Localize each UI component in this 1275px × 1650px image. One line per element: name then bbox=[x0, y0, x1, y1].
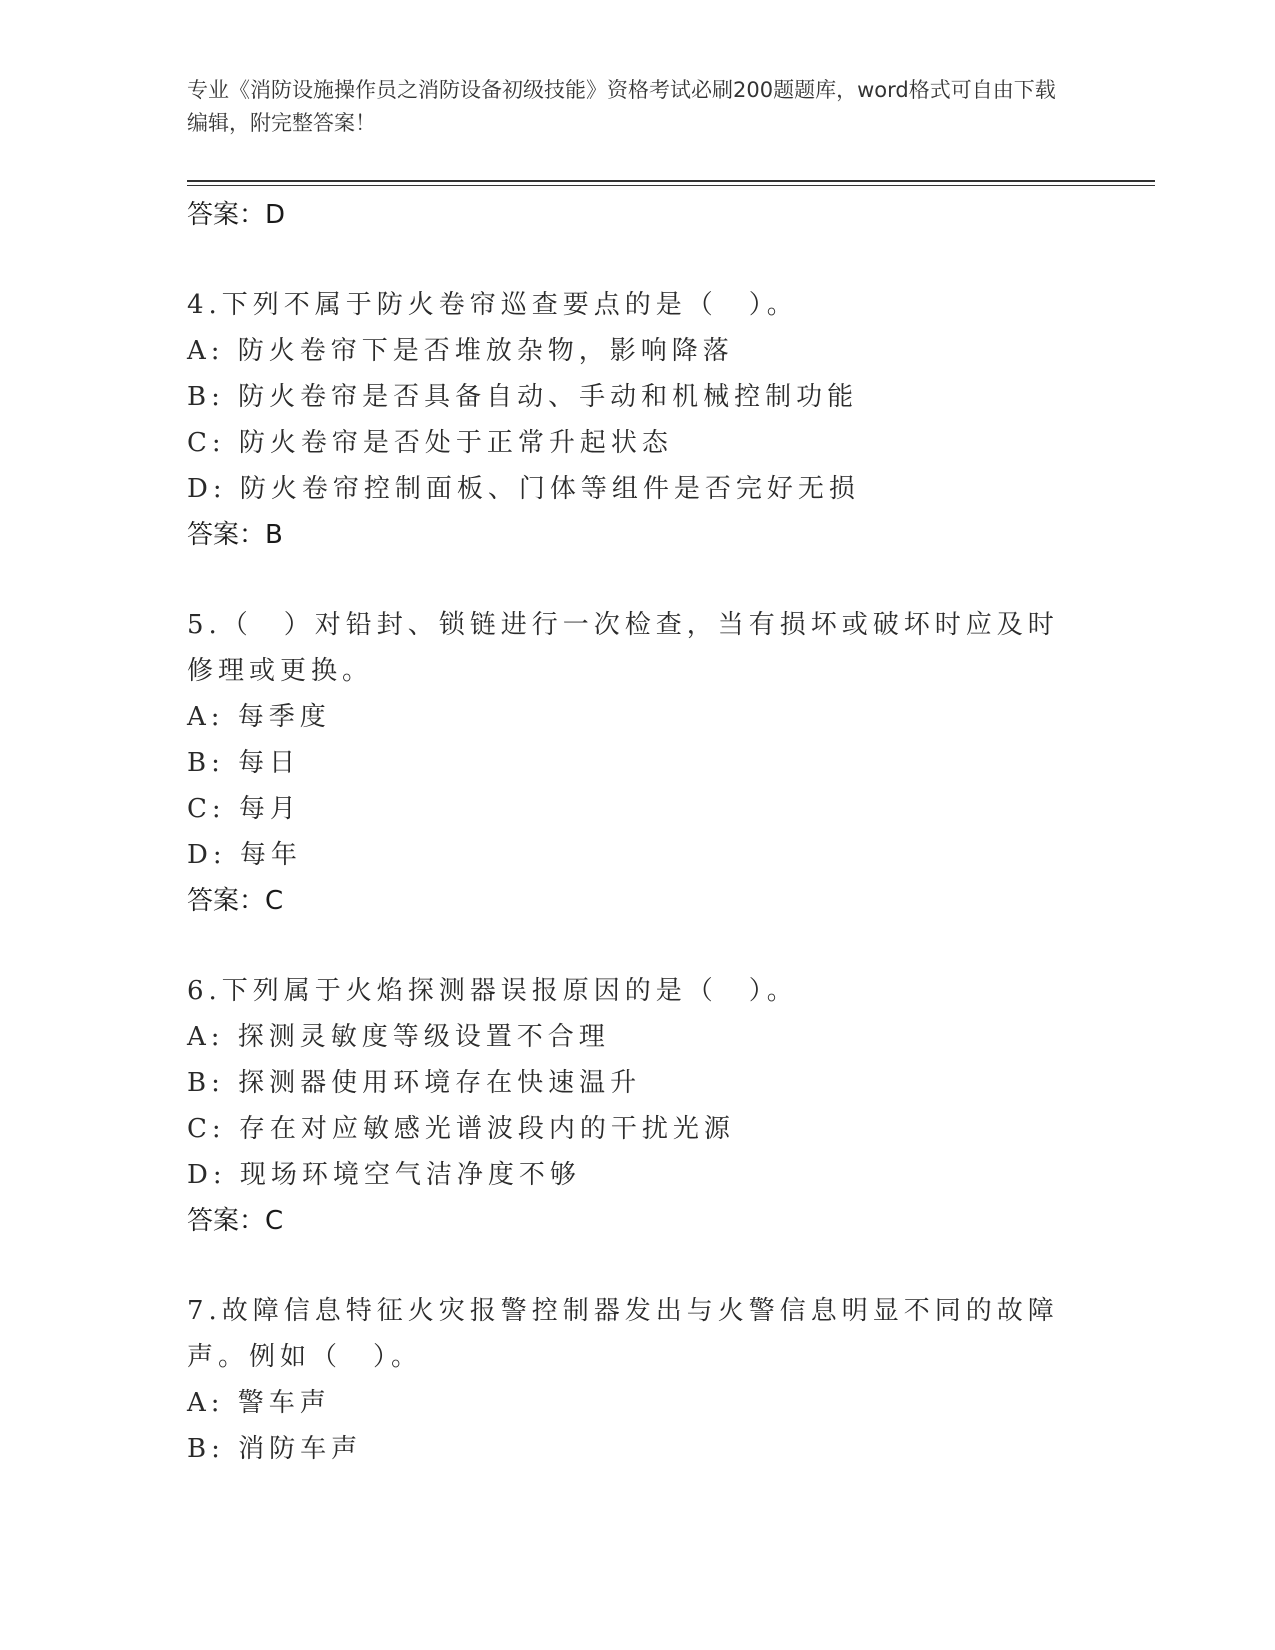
spacer bbox=[187, 238, 1067, 282]
option-c: C: 每月 bbox=[187, 794, 301, 824]
question-stem: 5.（ ）对铅封、锁链进行一次检查，当有损坏或破坏时应及时修理或更换。 bbox=[187, 610, 1059, 686]
question-item bbox=[187, 968, 1067, 1244]
question-stem: 4.下列不属于防火卷帘巡查要点的是（ ）。 bbox=[187, 290, 798, 320]
question-item bbox=[187, 1288, 1067, 1472]
question-item bbox=[187, 602, 1067, 924]
option-a: A: 防火卷帘下是否堆放杂物，影响降落 bbox=[187, 336, 734, 366]
option-c: C: 存在对应敏感光谱波段内的干扰光源 bbox=[187, 1114, 735, 1144]
option-c: C: 防火卷帘是否处于正常升起状态 bbox=[187, 428, 673, 458]
option-a: A: 每季度 bbox=[187, 702, 331, 732]
option-b: B: 消防车声 bbox=[187, 1434, 363, 1464]
header-rule-thick bbox=[187, 180, 1155, 182]
spacer bbox=[187, 558, 1067, 602]
header-rule-thin bbox=[187, 185, 1155, 186]
answer-line: 答案：D bbox=[187, 200, 286, 230]
option-a: A: 警车声 bbox=[187, 1388, 331, 1418]
spacer bbox=[187, 1244, 1067, 1288]
option-b: B: 防火卷帘是否具备自动、手动和机械控制功能 bbox=[187, 382, 859, 412]
option-b: B: 探测器使用环境存在快速温升 bbox=[187, 1068, 642, 1098]
option-a: A: 探测灵敏度等级设置不合理 bbox=[187, 1022, 610, 1052]
question-stem: 6.下列属于火焰探测器误报原因的是（ ）。 bbox=[187, 976, 798, 1006]
answer-line: 答案：C bbox=[187, 886, 284, 916]
option-b: B: 每日 bbox=[187, 748, 301, 778]
spacer bbox=[187, 924, 1067, 968]
option-d: D: 现场环境空气洁净度不够 bbox=[187, 1160, 581, 1190]
question-item bbox=[187, 282, 1067, 558]
option-d: D: 每年 bbox=[187, 840, 302, 870]
question-list bbox=[187, 192, 1067, 1472]
answer-line: 答案：C bbox=[187, 1206, 284, 1236]
document-header: 专业《消防设施操作员之消防设备初级技能》资格考试必刷200题题库，word格式可自由下载编辑，附完整答案！ bbox=[187, 78, 1056, 135]
answer-line: 答案：B bbox=[187, 520, 283, 550]
question-stem: 7.故障信息特征火灾报警控制器发出与火警信息明显不同的故障声。例如（ ）。 bbox=[187, 1296, 1059, 1372]
option-d: D: 防火卷帘控制面板、门体等组件是否完好无损 bbox=[187, 474, 860, 504]
